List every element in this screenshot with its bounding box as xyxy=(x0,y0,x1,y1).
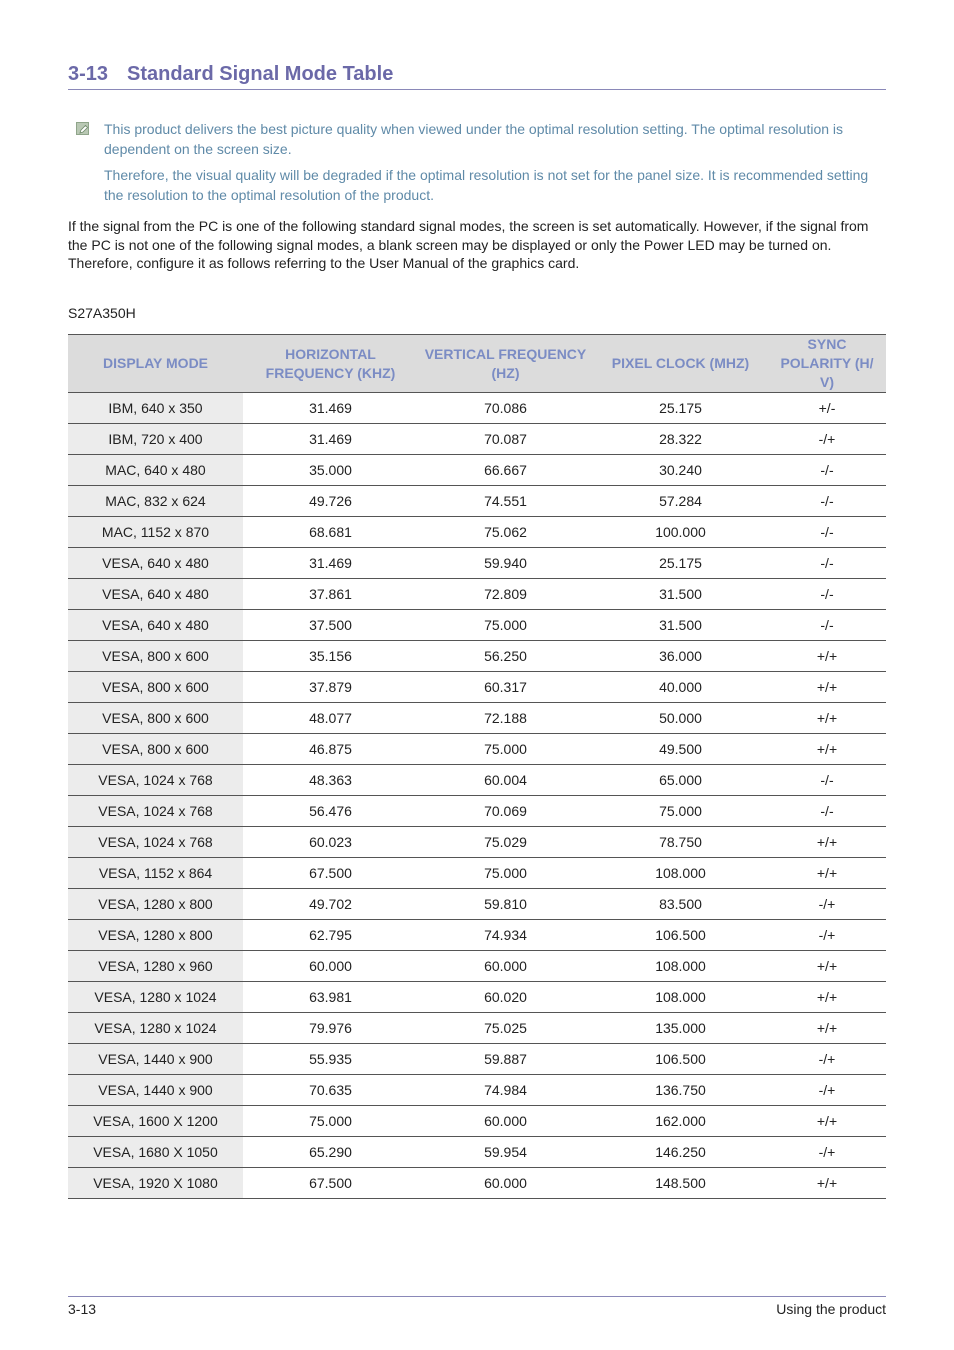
table-row xyxy=(68,517,886,548)
cell-vertical-frequency: 75.000 xyxy=(418,858,593,889)
cell-horizontal-frequency: 37.500 xyxy=(243,610,418,641)
cell-horizontal-frequency: 31.469 xyxy=(243,548,418,579)
cell-pixel-clock: 31.500 xyxy=(593,579,768,610)
cell-pixel-clock: 108.000 xyxy=(593,982,768,1013)
cell-display-mode: VESA, 1024 x 768 xyxy=(68,765,243,796)
cell-horizontal-frequency: 65.290 xyxy=(243,1137,418,1168)
cell-sync-polarity: +/+ xyxy=(768,734,886,765)
cell-display-mode: VESA, 1024 x 768 xyxy=(68,827,243,858)
cell-sync-polarity: -/- xyxy=(768,548,886,579)
cell-display-mode: MAC, 832 x 624 xyxy=(68,486,243,517)
cell-display-mode: VESA, 640 x 480 xyxy=(68,579,243,610)
cell-pixel-clock: 83.500 xyxy=(593,889,768,920)
cell-pixel-clock: 65.000 xyxy=(593,765,768,796)
cell-sync-polarity: -/+ xyxy=(768,889,886,920)
cell-vertical-frequency: 75.062 xyxy=(418,517,593,548)
cell-vertical-frequency: 60.317 xyxy=(418,672,593,703)
cell-vertical-frequency: 70.087 xyxy=(418,424,593,455)
table-row xyxy=(68,920,886,951)
cell-sync-polarity: +/+ xyxy=(768,1013,886,1044)
cell-pixel-clock: 49.500 xyxy=(593,734,768,765)
cell-sync-polarity: -/- xyxy=(768,455,886,486)
cell-vertical-frequency: 59.940 xyxy=(418,548,593,579)
cell-horizontal-frequency: 55.935 xyxy=(243,1044,418,1075)
cell-pixel-clock: 36.000 xyxy=(593,641,768,672)
model-name: S27A350H xyxy=(68,305,136,321)
cell-display-mode: IBM, 720 x 400 xyxy=(68,424,243,455)
cell-vertical-frequency: 60.004 xyxy=(418,765,593,796)
cell-sync-polarity: +/- xyxy=(768,393,886,424)
cell-vertical-frequency: 72.188 xyxy=(418,703,593,734)
cell-vertical-frequency: 75.000 xyxy=(418,610,593,641)
cell-sync-polarity: +/+ xyxy=(768,827,886,858)
intro-paragraph: If the signal from the PC is one of the following standard signal modes, the screen is set automatically. However, if the signal from the PC is not one of the following signal modes, a blank screen may be displayed or only the Power LED may be turned on. Therefore, configure it as follows referring to the User Manual of the graphics card. xyxy=(68,218,869,271)
cell-display-mode: VESA, 800 x 600 xyxy=(68,641,243,672)
cell-display-mode: VESA, 800 x 600 xyxy=(68,734,243,765)
cell-sync-polarity: +/+ xyxy=(768,703,886,734)
cell-horizontal-frequency: 63.981 xyxy=(243,982,418,1013)
cell-display-mode: VESA, 1440 x 900 xyxy=(68,1075,243,1106)
table-row xyxy=(68,889,886,920)
cell-vertical-frequency: 75.000 xyxy=(418,734,593,765)
cell-pixel-clock: 106.500 xyxy=(593,920,768,951)
cell-vertical-frequency: 60.020 xyxy=(418,982,593,1013)
cell-pixel-clock: 30.240 xyxy=(593,455,768,486)
note-paragraph-2: Therefore, the visual quality will be degraded if the optimal resolution is not set for the panel size. It is recommended setting the resolution to the optimal resolution of the product. xyxy=(104,167,869,203)
cell-sync-polarity: -/+ xyxy=(768,1075,886,1106)
table-row xyxy=(68,641,886,672)
cell-vertical-frequency: 74.984 xyxy=(418,1075,593,1106)
cell-vertical-frequency: 66.667 xyxy=(418,455,593,486)
cell-display-mode: VESA, 800 x 600 xyxy=(68,703,243,734)
cell-sync-polarity: -/+ xyxy=(768,424,886,455)
signal-mode-table xyxy=(68,334,886,1199)
note-pencil-icon xyxy=(76,122,89,135)
cell-display-mode: VESA, 1440 x 900 xyxy=(68,1044,243,1075)
cell-vertical-frequency: 59.887 xyxy=(418,1044,593,1075)
cell-display-mode: VESA, 1280 x 960 xyxy=(68,951,243,982)
table-body xyxy=(68,393,886,1199)
table-row xyxy=(68,672,886,703)
cell-pixel-clock: 148.500 xyxy=(593,1168,768,1199)
note-paragraph-1: This product delivers the best picture quality when viewed under the optimal resolution setting. The optimal resolution is dependent on the screen size. xyxy=(104,121,844,157)
cell-vertical-frequency: 74.551 xyxy=(418,486,593,517)
table-row xyxy=(68,1013,886,1044)
section-heading xyxy=(68,62,886,90)
cell-sync-polarity: -/+ xyxy=(768,920,886,951)
cell-pixel-clock: 135.000 xyxy=(593,1013,768,1044)
cell-pixel-clock: 40.000 xyxy=(593,672,768,703)
header-vertical-frequency: VERTICAL FREQUENCY (HZ) xyxy=(418,335,593,393)
cell-display-mode: VESA, 1280 x 1024 xyxy=(68,1013,243,1044)
table-row xyxy=(68,579,886,610)
cell-pixel-clock: 25.175 xyxy=(593,393,768,424)
table-row xyxy=(68,424,886,455)
cell-horizontal-frequency: 48.363 xyxy=(243,765,418,796)
cell-display-mode: VESA, 1680 X 1050 xyxy=(68,1137,243,1168)
cell-pixel-clock: 108.000 xyxy=(593,951,768,982)
cell-horizontal-frequency: 70.635 xyxy=(243,1075,418,1106)
cell-sync-polarity: -/- xyxy=(768,796,886,827)
cell-horizontal-frequency: 31.469 xyxy=(243,393,418,424)
header-horizontal-frequency: HORIZONTAL FREQUENCY (KHZ) xyxy=(243,335,418,393)
table-row xyxy=(68,982,886,1013)
cell-vertical-frequency: 75.029 xyxy=(418,827,593,858)
cell-pixel-clock: 100.000 xyxy=(593,517,768,548)
table-header-row xyxy=(68,335,886,393)
table-row xyxy=(68,1044,886,1075)
cell-vertical-frequency: 59.954 xyxy=(418,1137,593,1168)
footer-divider xyxy=(68,1296,886,1297)
cell-horizontal-frequency: 49.702 xyxy=(243,889,418,920)
table-row xyxy=(68,455,886,486)
cell-horizontal-frequency: 60.023 xyxy=(243,827,418,858)
cell-horizontal-frequency: 37.861 xyxy=(243,579,418,610)
cell-vertical-frequency: 60.000 xyxy=(418,951,593,982)
cell-pixel-clock: 106.500 xyxy=(593,1044,768,1075)
cell-sync-polarity: -/- xyxy=(768,610,886,641)
cell-sync-polarity: +/+ xyxy=(768,858,886,889)
cell-pixel-clock: 50.000 xyxy=(593,703,768,734)
cell-sync-polarity: -/- xyxy=(768,765,886,796)
cell-display-mode: VESA, 1280 x 1024 xyxy=(68,982,243,1013)
cell-vertical-frequency: 70.086 xyxy=(418,393,593,424)
cell-display-mode: VESA, 1280 x 800 xyxy=(68,889,243,920)
cell-horizontal-frequency: 60.000 xyxy=(243,951,418,982)
cell-sync-polarity: -/- xyxy=(768,579,886,610)
cell-sync-polarity: +/+ xyxy=(768,672,886,703)
table-row xyxy=(68,796,886,827)
table-row xyxy=(68,486,886,517)
cell-display-mode: IBM, 640 x 350 xyxy=(68,393,243,424)
cell-display-mode: VESA, 1280 x 800 xyxy=(68,920,243,951)
header-display-mode: DISPLAY MODE xyxy=(68,335,243,393)
table-row xyxy=(68,703,886,734)
cell-vertical-frequency: 56.250 xyxy=(418,641,593,672)
cell-horizontal-frequency: 49.726 xyxy=(243,486,418,517)
cell-display-mode: VESA, 640 x 480 xyxy=(68,610,243,641)
cell-horizontal-frequency: 35.156 xyxy=(243,641,418,672)
cell-vertical-frequency: 60.000 xyxy=(418,1106,593,1137)
table-row xyxy=(68,1075,886,1106)
footer-chapter: Using the product xyxy=(776,1301,886,1317)
cell-vertical-frequency: 74.934 xyxy=(418,920,593,951)
note-box xyxy=(76,120,886,212)
page-title xyxy=(68,62,886,86)
cell-sync-polarity: -/+ xyxy=(768,1044,886,1075)
header-pixel-clock: PIXEL CLOCK (MHZ) xyxy=(593,335,768,393)
cell-sync-polarity: +/+ xyxy=(768,1168,886,1199)
section-title: Standard Signal Mode Table xyxy=(127,63,394,85)
cell-display-mode: VESA, 1152 x 864 xyxy=(68,858,243,889)
table-row xyxy=(68,734,886,765)
cell-pixel-clock: 31.500 xyxy=(593,610,768,641)
cell-pixel-clock: 162.000 xyxy=(593,1106,768,1137)
table-row xyxy=(68,1168,886,1199)
cell-pixel-clock: 57.284 xyxy=(593,486,768,517)
cell-display-mode: VESA, 640 x 480 xyxy=(68,548,243,579)
cell-vertical-frequency: 75.025 xyxy=(418,1013,593,1044)
cell-pixel-clock: 28.322 xyxy=(593,424,768,455)
header-sync-polarity: SYNC POLARITY (H/ V) xyxy=(768,335,886,393)
cell-horizontal-frequency: 79.976 xyxy=(243,1013,418,1044)
cell-horizontal-frequency: 62.795 xyxy=(243,920,418,951)
cell-horizontal-frequency: 67.500 xyxy=(243,858,418,889)
table-row xyxy=(68,951,886,982)
cell-pixel-clock: 25.175 xyxy=(593,548,768,579)
cell-display-mode: VESA, 1600 X 1200 xyxy=(68,1106,243,1137)
cell-horizontal-frequency: 56.476 xyxy=(243,796,418,827)
cell-display-mode: MAC, 640 x 480 xyxy=(68,455,243,486)
cell-pixel-clock: 108.000 xyxy=(593,858,768,889)
cell-horizontal-frequency: 68.681 xyxy=(243,517,418,548)
table-row xyxy=(68,1137,886,1168)
table-row xyxy=(68,548,886,579)
cell-display-mode: VESA, 800 x 600 xyxy=(68,672,243,703)
cell-vertical-frequency: 72.809 xyxy=(418,579,593,610)
cell-vertical-frequency: 60.000 xyxy=(418,1168,593,1199)
table-row xyxy=(68,610,886,641)
cell-horizontal-frequency: 75.000 xyxy=(243,1106,418,1137)
cell-sync-polarity: -/- xyxy=(768,517,886,548)
cell-pixel-clock: 78.750 xyxy=(593,827,768,858)
cell-pixel-clock: 75.000 xyxy=(593,796,768,827)
cell-pixel-clock: 136.750 xyxy=(593,1075,768,1106)
table-row xyxy=(68,858,886,889)
cell-horizontal-frequency: 48.077 xyxy=(243,703,418,734)
cell-vertical-frequency: 70.069 xyxy=(418,796,593,827)
cell-display-mode: VESA, 1024 x 768 xyxy=(68,796,243,827)
cell-sync-polarity: +/+ xyxy=(768,982,886,1013)
cell-horizontal-frequency: 67.500 xyxy=(243,1168,418,1199)
cell-display-mode: MAC, 1152 x 870 xyxy=(68,517,243,548)
cell-sync-polarity: -/+ xyxy=(768,1137,886,1168)
cell-display-mode: VESA, 1920 X 1080 xyxy=(68,1168,243,1199)
table-row xyxy=(68,765,886,796)
footer-page-number: 3-13 xyxy=(68,1301,97,1317)
cell-sync-polarity: +/+ xyxy=(768,1106,886,1137)
table-row xyxy=(68,1106,886,1137)
table-row xyxy=(68,393,886,424)
cell-sync-polarity: -/- xyxy=(768,486,886,517)
section-number: 3-13 xyxy=(68,63,109,85)
cell-sync-polarity: +/+ xyxy=(768,951,886,982)
cell-vertical-frequency: 59.810 xyxy=(418,889,593,920)
cell-horizontal-frequency: 46.875 xyxy=(243,734,418,765)
cell-horizontal-frequency: 37.879 xyxy=(243,672,418,703)
cell-horizontal-frequency: 31.469 xyxy=(243,424,418,455)
cell-pixel-clock: 146.250 xyxy=(593,1137,768,1168)
cell-sync-polarity: +/+ xyxy=(768,641,886,672)
cell-horizontal-frequency: 35.000 xyxy=(243,455,418,486)
table-row xyxy=(68,827,886,858)
